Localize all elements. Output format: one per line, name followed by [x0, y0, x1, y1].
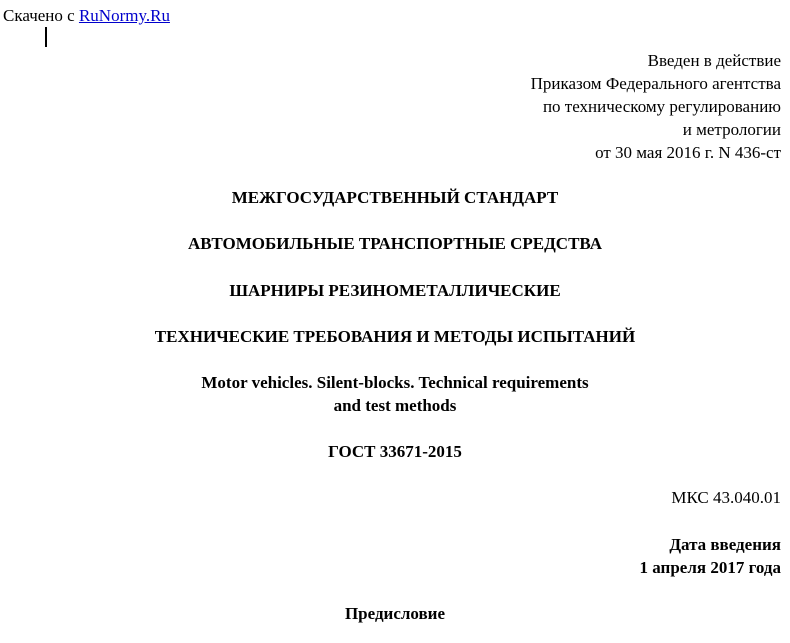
enactment-line: Приказом Федерального агентства: [530, 74, 781, 93]
standard-type-heading: МЕЖГОСУДАРСТВЕННЫЙ СТАНДАРТ: [231, 188, 559, 207]
runormy-link[interactable]: RuNormy.Ru: [78, 6, 170, 25]
effective-date-label: Дата введения: [669, 535, 781, 554]
english-title-line: and test methods: [333, 396, 457, 415]
enactment-note: [531, 49, 781, 164]
enactment-line: по техническому регулированию: [542, 97, 781, 116]
enactment-line: Введен в действие: [647, 51, 781, 70]
effective-date: [640, 533, 781, 579]
gost-number: ГОСТ 33671-2015: [328, 442, 462, 461]
mks-code: МКС 43.040.01: [671, 488, 781, 507]
download-source-line: [3, 4, 170, 27]
effective-date-value: 1 апреля 2017 года: [639, 558, 781, 577]
preface-heading: Предисловие: [344, 604, 446, 623]
enactment-line: от 30 мая 2016 г. N 436-ст: [595, 143, 781, 162]
subject-heading: ШАРНИРЫ РЕЗИНОМЕТАЛЛИЧЕСКИЕ: [229, 281, 561, 300]
category-heading: АВТОМОБИЛЬНЫЕ ТРАНСПОРТНЫЕ СРЕДСТВА: [188, 234, 602, 253]
enactment-line: и метрологии: [682, 120, 781, 139]
download-source-prefix: Скачено с: [3, 6, 75, 25]
scope-heading: ТЕХНИЧЕСКИЕ ТРЕБОВАНИЯ И МЕТОДЫ ИСПЫТАНИЙ: [154, 327, 636, 346]
text-cursor: [45, 27, 47, 47]
english-title-line: Motor vehicles. Silent-blocks. Technical requirements: [201, 373, 589, 392]
english-title: [0, 371, 790, 417]
